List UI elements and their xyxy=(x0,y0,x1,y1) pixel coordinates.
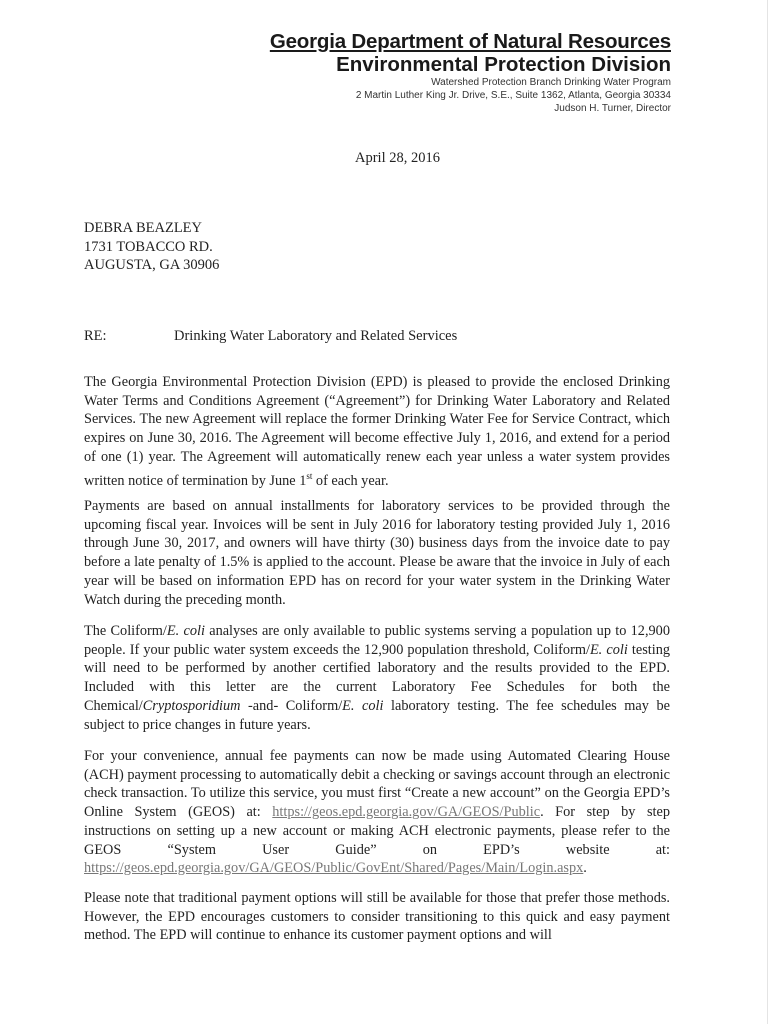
p3-ecoli-3: E. coli xyxy=(342,697,384,714)
page-edge-line xyxy=(767,0,768,1024)
p1-text-end: of each year. xyxy=(312,472,389,489)
p4-text-c: . xyxy=(583,860,587,877)
p3-text-e: laboratory testing. The fee schedules may be subject to price changes in future years. xyxy=(84,697,670,733)
recipient-address xyxy=(84,219,219,275)
p3-cryptosporidium: Cryptosporidium xyxy=(142,697,241,714)
p4-text-b: . For step by step instructions on setting up a new account or making ACH electronic payments, please refer to the GEOS “System User Guide” on EPD’s website at: xyxy=(84,804,670,858)
p1-superscript: st xyxy=(306,470,313,481)
paragraph-traditional-payment: Please note that traditional payment options will still be available for those that prefer those methods. However, the EPD encourages customers to consider transitioning to this quick and easy payment method. The EPD will continue to enhance its customer payment options and will xyxy=(84,890,670,944)
letterhead xyxy=(270,30,671,115)
letterhead-division: Environmental Protection Division xyxy=(336,53,671,76)
recipient-city: AUGUSTA, GA 30906 xyxy=(84,257,220,274)
letterhead-title: Georgia Department of Natural Resources xyxy=(269,30,671,53)
p3-text-b: analyses are only available to public systems serving a population up to 12,900 people. If your public water system exceeds the 12,900 population threshold, Coliform/ xyxy=(84,623,670,658)
letterhead-address: 2 Martin Luther King Jr. Drive, S.E., Suite 1362, Atlanta, Georgia 30334 xyxy=(355,90,671,101)
recipient-street: 1731 TOBACCO RD. xyxy=(84,238,213,255)
geos-login-link[interactable]: https://geos.epd.georgia.gov/GA/GEOS/Public/GovEnt/Shared/Pages/Main/Login.aspx xyxy=(84,860,584,877)
letterhead-branch: Watershed Protection Branch Drinking Water Program xyxy=(431,77,671,88)
letter-date: April 28, 2016 xyxy=(355,150,440,166)
re-subject: Drinking Water Laboratory and Related Services xyxy=(174,328,458,344)
paragraph-agreement xyxy=(84,373,670,490)
p3-text-d: -and- Coliform/ xyxy=(240,697,343,714)
paragraph-payments: Payments are based on annual installments for laboratory services to be provided through the upcoming fiscal year. Invoices will be sent in July 2016 for laboratory testing provided July 1, 2016 through June 30, 2017, and owners will have thirty (30) business days from the invoice date to pay before a late penalty of 1.5% is applied to the account. Please be aware that the invoice in July of each year will be based on information EPD has on record for your water system in the Drinking Water Watch during the preceding month. xyxy=(84,498,670,608)
paragraph-ach xyxy=(84,747,670,878)
re-label: RE: xyxy=(84,328,107,344)
recipient-name: DEBRA BEAZLEY xyxy=(84,220,203,236)
re-line xyxy=(84,328,457,345)
p3-ecoli-1: E. coli xyxy=(166,623,205,639)
p1-text: The Georgia Environmental Protection Division (EPD) is pleased to provide the enclosed Drinking Water Terms and Conditions Agreement (“Agreement”) for Drinking Water Laboratory and Related Services. The new Agreement will replace the former Drinking Water Fee for Service Contract, which expires on June 30, 2016. The Agreement will become effective July 1, 2016, and extend for a period of one (1) year. The Agreement will automatically renew each year unless a water system provides written notice of termination by June 1 xyxy=(84,374,670,489)
paragraph-coliform xyxy=(84,622,670,734)
p3-ecoli-2: E. coli xyxy=(589,641,628,658)
geos-public-link[interactable]: https://geos.epd.georgia.gov/GA/GEOS/Public xyxy=(272,804,541,821)
p3-text-c: testing will need to be performed by another certified laboratory and the results provided to the EPD. Included with this letter are the current Laboratory Fee Schedules for both the Chemical/ xyxy=(84,641,671,714)
letterhead-director: Judson H. Turner, Director xyxy=(554,103,671,114)
p3-text-a: The Coliform/ xyxy=(84,623,167,639)
p4-text-a: For your convenience, annual fee payments can now be made using Automated Clearing House (ACH) payment processing to automatically debit a checking or savings account through an electronic check transaction. To utilize this service, you must first “Create a new account” on the Georgia EPD’s Online System (GEOS) at: xyxy=(84,748,670,821)
